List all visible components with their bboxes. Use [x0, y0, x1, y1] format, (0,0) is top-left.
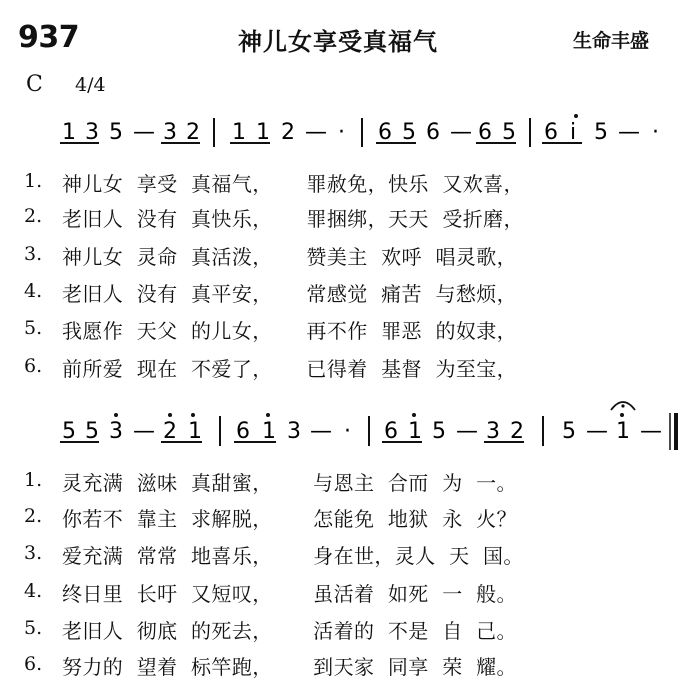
note: 5 [85, 419, 99, 444]
dash: — [640, 419, 662, 444]
lyric-text: 神儿女 灵命 真活泼， 赞美主 欢呼 唱灵歌， [62, 245, 518, 269]
lyric-line-1-verse-2 [0, 203, 700, 233]
hymn-source: 生命丰盛 [573, 30, 650, 52]
note: 6 [426, 120, 440, 145]
lyric-line-1-verse-4 [0, 278, 700, 308]
octave-dot [266, 413, 270, 417]
augmentation-dot: · [338, 120, 345, 145]
octave-dot [114, 413, 118, 417]
dash: — [133, 419, 155, 444]
note: 1 [62, 120, 76, 145]
note: 5 [109, 120, 123, 145]
lyric-text: 你若不 靠主 求解脱， 怎能免 地狱 永 火？ [62, 507, 517, 531]
lyric-text: 老旧人 没有 真快乐， 罪捆绑，天天 受折磨， [62, 207, 524, 231]
note: 5 [432, 419, 446, 444]
octave-dot [620, 413, 624, 417]
lyric-line-1-verse-5 [0, 315, 700, 345]
verse-number: 1. [24, 170, 43, 192]
octave-dot [168, 413, 172, 417]
lyric-text: 前所爱 现在 不爱了， 已得着 基督 为至宝， [62, 357, 518, 381]
verse-number: 4. [24, 580, 43, 602]
lyric-line-1-verse-6 [0, 353, 700, 383]
note: 5 [402, 120, 416, 145]
verse-number: 5. [24, 317, 43, 339]
note: 3 [109, 419, 123, 444]
note: 3 [163, 120, 177, 145]
verse-number: 6. [24, 355, 43, 377]
note: 2 [510, 419, 524, 444]
verse-number: 3. [24, 243, 43, 265]
verse-number: 6. [24, 653, 43, 675]
augmentation-dot: · [344, 419, 351, 444]
fermata-dot [621, 404, 624, 407]
octave-dot [574, 114, 578, 118]
lyric-line-2-verse-4 [0, 578, 700, 608]
lyric-text: 终日里 长吁 又短叹， 虽活着 如死 一 般。 [62, 582, 517, 606]
note: 1 [262, 419, 276, 444]
note: 6 [384, 419, 398, 444]
note: 1 [232, 120, 246, 145]
note: 3 [85, 120, 99, 145]
note: 3 [486, 419, 500, 444]
octave-dot [191, 413, 195, 417]
verse-number: 2. [24, 505, 43, 527]
lyric-text: 灵充满 滋味 真甜蜜， 与恩主 合而 为 一。 [62, 471, 517, 495]
dash: — [310, 419, 332, 444]
note: 6 [378, 120, 392, 145]
note: 6 [478, 120, 492, 145]
augmentation-dot: · [652, 120, 659, 145]
system-1-notation [60, 114, 659, 147]
octave-dot [412, 413, 416, 417]
dash: — [305, 120, 327, 145]
lyric-line-2-verse-6 [0, 651, 700, 681]
lyric-line-2-verse-1 [0, 467, 700, 497]
dash: — [133, 120, 155, 145]
lyric-text: 我愿作 天父 的儿女， 再不作 罪恶 的奴隶， [62, 319, 518, 343]
note: 3 [287, 419, 301, 444]
dash: — [450, 120, 472, 145]
lyric-text: 爱充满 常常 地喜乐， 身在世，灵人 天 国。 [62, 544, 524, 568]
note: i [570, 120, 577, 145]
dash: — [456, 419, 478, 444]
hymn-title: 神儿女享受真福气 [238, 28, 438, 56]
lyric-line-1-verse-1 [0, 168, 700, 198]
verse-number: 2. [24, 205, 43, 227]
note: 1 [616, 419, 630, 444]
note: 2 [281, 120, 295, 145]
hymn-number: 937 [18, 20, 80, 55]
verse-number: 4. [24, 280, 43, 302]
note: 1 [188, 419, 202, 444]
note: 5 [594, 120, 608, 145]
note: 2 [163, 419, 177, 444]
system-2-notation [60, 402, 676, 450]
key-signature: C [26, 72, 43, 97]
note: 1 [408, 419, 422, 444]
note: 2 [186, 120, 200, 145]
lyric-line-2-verse-5 [0, 615, 700, 645]
note: 5 [502, 120, 516, 145]
time-signature: 4/4 [75, 74, 106, 96]
lyric-text: 老旧人 彻底 的死去， 活着的 不是 自 己。 [62, 619, 517, 643]
note: 6 [236, 419, 250, 444]
lyric-line-2-verse-2 [0, 503, 700, 533]
lyric-text: 神儿女 享受 真福气， 罪赦免，快乐 又欢喜， [62, 172, 524, 196]
lyric-text: 老旧人 没有 真平安， 常感觉 痛苦 与愁烦， [62, 282, 518, 306]
note: 5 [62, 419, 76, 444]
note: 5 [562, 419, 576, 444]
verse-number: 1. [24, 469, 43, 491]
dash: — [618, 120, 640, 145]
lyric-line-1-verse-3 [0, 241, 700, 271]
note: 6 [544, 120, 558, 145]
verse-number: 3. [24, 542, 43, 564]
verse-number: 5. [24, 617, 43, 639]
lyric-text: 努力的 望着 标竿跑， 到天家 同享 荣 耀。 [62, 655, 517, 679]
lyric-line-2-verse-3 [0, 540, 700, 570]
note: 1 [256, 120, 270, 145]
dash: — [586, 419, 608, 444]
